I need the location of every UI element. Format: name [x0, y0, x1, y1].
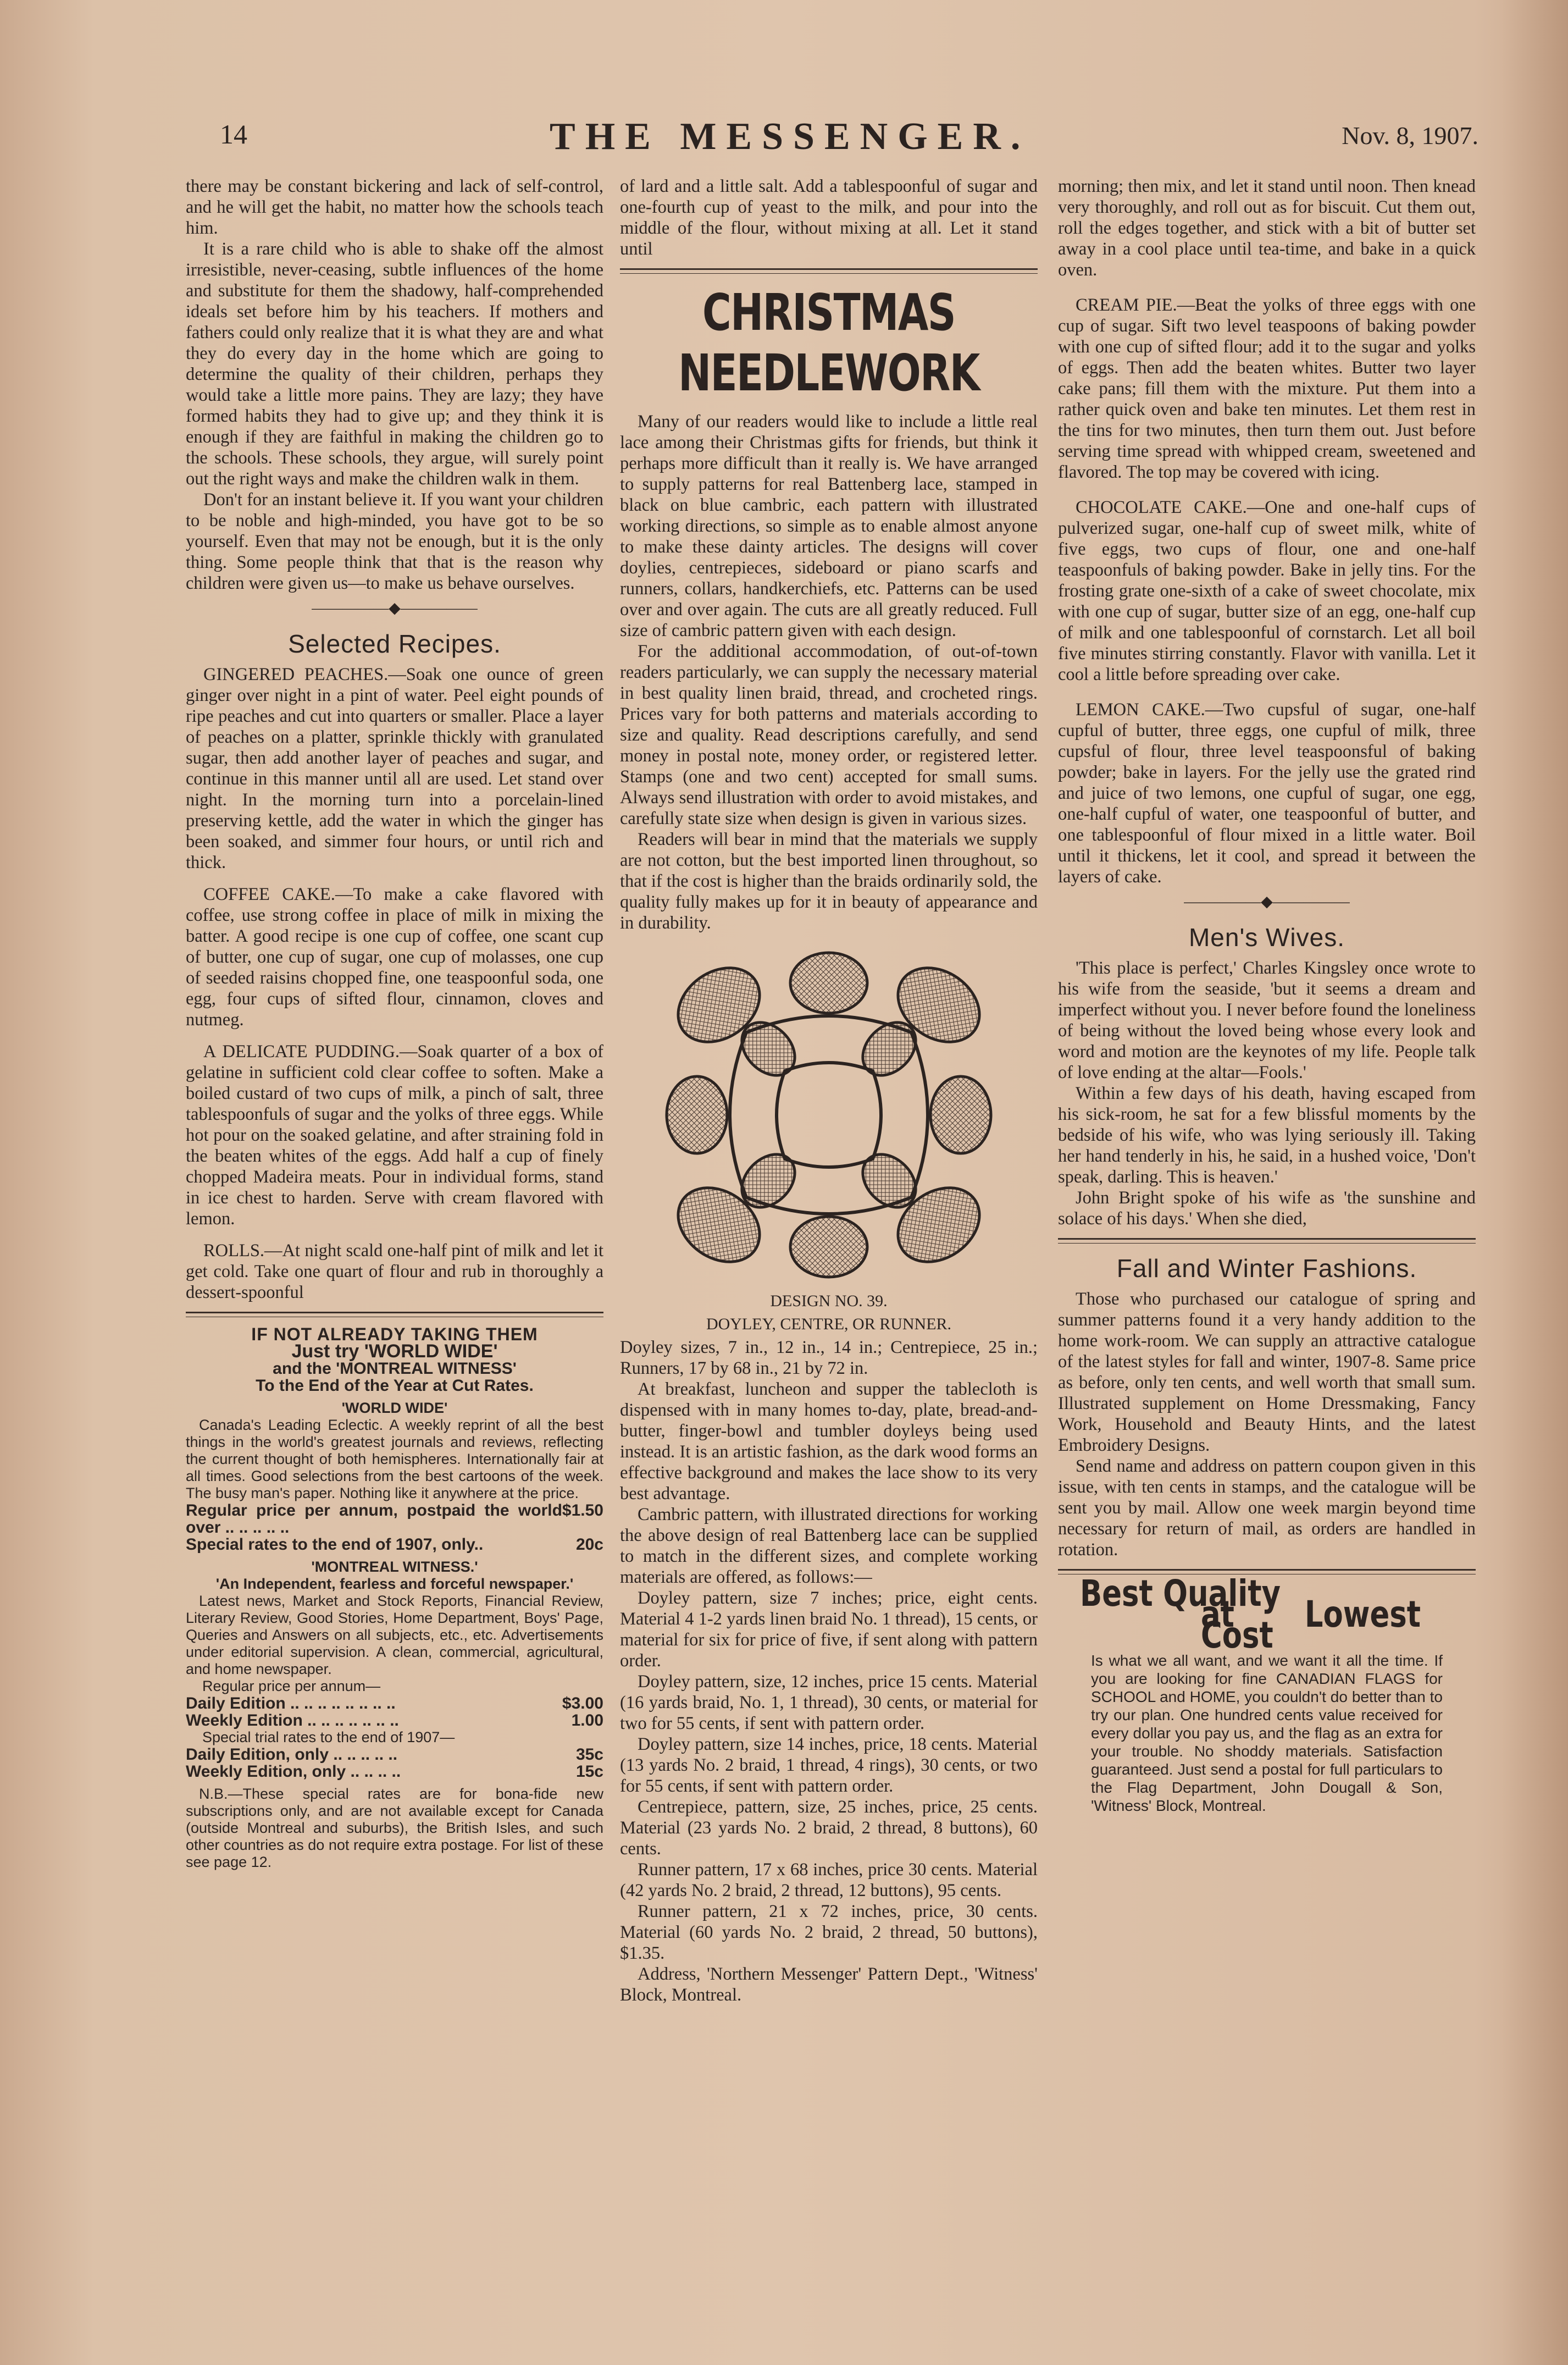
montreal-witness-title: 'MONTREAL WITNESS.'	[311, 1559, 478, 1575]
paragraph: John Bright spoke of his wife as 'the sunshine and solace of his days.' When she died,	[1058, 1188, 1476, 1229]
price-line: Special rates to the end of 1907, only.. 20c	[186, 1535, 603, 1554]
paragraph: Doyley pattern, size 14 inches, price, 18 cents. Material (13 yards No. 2 braid, 1 thread, 4 rings), 30 cents, or two for 55 cents, if sent with pattern order.	[620, 1734, 1038, 1796]
column-2	[620, 176, 1038, 2005]
ornament-divider: —————◆—————	[1184, 893, 1350, 910]
paragraph: Readers will bear in mind that the materials we supply are not cotton, but the best imported linen throughout, so that if the cost is higher than the braids ordinarily sold, the quality fully makes up for it in beauty of appearance and in durability.	[620, 830, 1038, 933]
page-number: 14	[220, 119, 247, 150]
fashions-heading: Fall and Winter Fashions.	[1116, 1254, 1417, 1283]
paragraph: morning; then mix, and let it stand until noon. Then knead very thoroughly, and roll out as for biscuit. Cut them out, roll the edges together, and stick with a bit of butter set away in a cool place until tea-time, and bake in a quick oven.	[1058, 176, 1476, 280]
paragraph: Those who purchased our catalogue of spring and summer patterns found it a very handy addition to the home work-room. We can supply an attractive catalogue of the latest styles for fall and winter, 1907-8. Same price as before, only ten cents, and well worth that small sum. Illustrated supplement on Home Dressmaking, Fancy Work, Household and Beauty Hints, and the latest Embroidery Designs.	[1058, 1289, 1476, 1455]
column-1	[186, 176, 603, 1871]
ad-title-line-1: Best Quality	[1080, 1572, 1281, 1615]
price-line: Regular price per annum, postpaid the world over .. .. .. .. .. $1.50	[186, 1501, 603, 1537]
paragraph: 'This place is perfect,' Charles Kingsley once wrote to his wife from the seaside, 'but it seems a dream and imperfect without you. I never before found the loneliness of being without the loved being whose every look and word and motion are the keynotes of my life. People talk of love ending at the altar—Fools.'	[1058, 958, 1476, 1082]
ornament-divider: —————◆—————	[312, 600, 478, 617]
design-title: DOYLEY, CENTRE, OR RUNNER.	[706, 1315, 952, 1333]
design-caption: DESIGN NO. 39.	[770, 1292, 888, 1310]
ad-heading: IF NOT ALREADY TAKING THEM	[251, 1324, 538, 1344]
paragraph: For the additional accommodation, of out-of-town readers particularly, we can supply the necessary material in best quality linen braid, thread, and crocheted rings. Prices vary for both patterns and materials according to size and quality. Read descriptions carefully, and send money in postal note, money order, or registered letter. Stamps (one and two cent) accepted for small sums. Always send illustration with order to avoid mistakes, and carefully state size when design is given in various sizes.	[620, 642, 1038, 828]
ad-body: Is what we all want, and we want it all the time. If you are looking for fine CANADIAN FLAGS for SCHOOL and HOME, you couldn't do better than to try our plan. One hundred cents value received for every dollar you pay us, and the flag as an extra for your trouble. No shoddy materials. Satisfaction guaranteed. Just send a postal for full particulars to the Flag Department, John Dougall & Son, 'Witness' Block, Montreal.	[1091, 1652, 1443, 1814]
paragraph: Runner pattern, 17 x 68 inches, price 30 cents. Material (42 yards No. 2 braid, 2 thread, 12 buttons), 95 cents.	[620, 1860, 1038, 1900]
price-line: Daily Edition, only .. .. .. .. .. 35c	[186, 1745, 603, 1764]
mens-wives-heading: Men's Wives.	[1188, 923, 1345, 952]
paragraph: Send name and address on pattern coupon given in this issue, with ten cents in stamps, and the catalogue will be sent you by mail. Allow one week margin beyond time necessary for return of mail, as orders are handled in rotation.	[1058, 1456, 1476, 1560]
paragraph: Doyley pattern, size, 12 inches, price 15 cents. Material (16 yards braid, No. 1, 1 thread), 30 cents, or material for two for 55 cents, if sent with pattern order.	[620, 1672, 1038, 1733]
paragraph: Cambric pattern, with illustrated directions for working the above design of real Battenberg lace can be supplied to match in the different sizes, and complete working materials are offered, as follows:—	[620, 1505, 1038, 1587]
paragraph: Within a few days of his death, having escaped from his sick-room, he sat for a few blissful moments by the bedside of his wife, who was lying seriously ill. Taking her hand tenderly in his, he said, in a hushed voice, 'Don't speak, darling. This is heaven.'	[1058, 1084, 1476, 1187]
world-wide-description: Canada's Leading Eclectic. A weekly reprint of all the best things in the world's greatest journals and reviews, reflecting the current thought of both hemispheres. Internationally fair at all times. Good selections from the best cartoons of the week. The busy man's paper. Nothing like it anywhere at the price.	[186, 1417, 603, 1501]
recipe: GINGERED PEACHES.—Soak one ounce of green ginger over night in a pint of water. Peel eight pounds of ripe peaches and cut into quarters or smaller. Place a layer of peaches on a platter, sprinkle thickly with granulated sugar, then add another layer of peaches and sugar, and continue in this manner until all are used. Let stand over night. In the morning turn into a porcelain-lined preserving kettle, add the water in which the ginger has been soaked, and simmer four hours, or until rich and thick.	[186, 665, 603, 872]
paragraph: At breakfast, luncheon and supper the tablecloth is dispensed with in many homes to-day, plate, bread-and-butter, finger-bowl and tumbler doyleys being used instead. It is an artistic fashion, as the dark wood forms an effective background and makes the lace show to its very best advantage.	[620, 1379, 1038, 1504]
paragraph: Don't for an instant believe it. If you want your children to be noble and high-minded, you have got to be so yourself. Even that may not be enough, but it is the only thing. Some people think that that is the reason why children were given us—to make us behave ourselves.	[186, 490, 603, 593]
recipe: ROLLS.—At night scald one-half pint of milk and let it get cold. Take one quart of flour and rub in thoroughly a dessert-spoonful	[186, 1241, 603, 1302]
paragraph: Many of our readers would like to include a little real lace among their Christmas gifts for friends, but think it perhaps more difficult than it really is. We have arranged to supply patterns for real Battenberg lace, stamped in black on blue cambric, each pattern with illustrated working directions, so simple as to enable almost anyone to make these dainty articles. The designs will cover doylies, centrepieces, sideboard or piano scarfs and runners, collars, handkerchiefs, etc. Patterns can be used over and over again. The cuts are all greatly reduced. Full size of cambric pattern given with each design.	[620, 412, 1038, 640]
recipe: CHOCOLATE CAKE.—One and one-half cups of pulverized sugar, one-half cup of sweet milk, white of five eggs, two cups of flour, one and one-half teaspoonfuls of baking powder. Bake in jelly tins. For the frosting grate one-sixth of a cake of sweet chocolate, mix with one cup of sugar, butter size of an egg, one-half cup of milk and one tablespoonful of cornstarch. Let all boil five minutes stirring constantly. Flavor with vanilla. Let it cool a little before spreading over cake.	[1058, 498, 1476, 684]
ad-heading: and the 'MONTREAL WITNESS'	[273, 1360, 517, 1378]
flags-advertisement	[1058, 1572, 1476, 1815]
ad-footnote: N.B.—These special rates are for bona-fide new subscriptions only, and are not available except for Canada (outside Montreal and suburbs), the British Isles, and such other countries as do not require extra postage. For list of these see page 12.	[186, 1786, 603, 1870]
montreal-witness-description: Latest news, Market and Stock Reports, Financial Review, Literary Review, Good Stories, Home Department, Boys' Page, Queries and Answers on all subjects, etc., etc. Advertisements under editorial supervision. A clean, commercial, agricultural, and home newspaper.	[186, 1593, 603, 1677]
christmas-needlework-heading: CHRISTMAS NEEDLEWORK	[678, 283, 979, 402]
recipe: CREAM PIE.—Beat the yolks of three eggs with one cup of sugar. Sift two level teaspoons of baking powder with one cup of sifted flour; add it to the sugar and yolks of eggs. Then add the beaten whites. Butter two layer cake pans; fill them with the mixture. Put them into a rather quick oven and bake ten minutes. Let them rest in the tins for two minutes, then turn them out. Just before serving time spread with whipped cream, sweetened and flavored. The top may be covered with icing.	[1058, 295, 1476, 482]
lace-doyley-illustration	[658, 944, 999, 1285]
paragraph: It is a rare child who is able to shake off the almost irresistible, never-ceasing, subtle influences of the home and substitute for them the shadowy, half-comprehended ideals set before him by his teachers. If mothers and fathers could only realize that it is what they are and what they do every day in the home which are going to determine the quality of their children, perhaps they would take a little more pains. They are lazy; they have formed habits they had to give up; and they think it is enough if they are faithful in making the children go to the schools. These schools, they argue, will surely point out the right ways and make the children walk in them.	[186, 239, 603, 489]
section-rule	[186, 1312, 603, 1317]
price-line: Daily Edition .. .. .. .. .. .. .. .. $3.00	[186, 1694, 603, 1712]
section-rule	[1058, 1238, 1476, 1244]
column-3	[1058, 176, 1476, 1815]
paragraph: Doyley sizes, 7 in., 12 in., 14 in.; Centrepiece, 25 in.; Runners, 17 by 68 in., 21 by 72 in.	[620, 1338, 1038, 1378]
masthead: THE MESSENGER.	[550, 115, 1030, 158]
subscription-advertisement	[186, 1326, 603, 1871]
ad-heading: To the End of the Year at Cut Rates.	[256, 1377, 534, 1395]
price-line: Weekly Edition .. .. .. .. .. .. .. 1.00	[186, 1711, 603, 1729]
page-header	[220, 115, 1478, 162]
recipe: A DELICATE PUDDING.—Soak quarter of a box of gelatine in sufficient cold clear coffee to soften. Make a boiled custard of two cups of milk, a pinch of salt, three tablespoonfuls of sugar and the yolks of three eggs. While hot pour on the soaked gelatine, and after straining fold in the beaten whites of the eggs. Add half a cup of finely chopped Madeira meats. Pour in individual forms, stand in ice chest to harden. Serve with cream flavored with lemon.	[186, 1042, 603, 1229]
page-fold-shadow	[1502, 0, 1568, 2365]
recipe: COFFEE CAKE.—To make a cake flavored with coffee, use strong coffee in place of milk in mixing the batter. A good recipe is one cup of coffee, one scant cup of butter, one cup of sugar, one cup of molasses, one cup of seeded raisins chopped fine, one teaspoonful soda, one egg, four cups of sifted flour, cinnamon, cloves and nutmeg.	[186, 885, 603, 1030]
paragraph: Centrepiece, pattern, size, 25 inches, price, 25 cents. Material (23 yards No. 2 braid, 2 thread, 8 buttons), 60 cents.	[620, 1797, 1038, 1859]
paragraph: of lard and a little salt. Add a tablespoonful of sugar and one-fourth cup of yeast to the milk, and pour into the middle of the flour, without mixing at all. Let it stand until	[620, 176, 1038, 259]
price-heading: Regular price per annum—	[202, 1678, 381, 1694]
lace-pattern-icon	[658, 944, 999, 1285]
recipe: LEMON CAKE.—Two cupsful of sugar, one-half cupful of butter, three eggs, one cupful of milk, three cupsful of flour, three level teaspoonsful of baking powder; bake in layers. For the jelly use the grated rind and juice of two lemons, one cupful of sugar, one egg, one-half cupful of water, one teaspoonful of butter, and one tablespoonful of flour mixed in a little water. Boil until it thickens, let it cool, and spread it between the layers of cake.	[1058, 700, 1476, 887]
paragraph: Address, 'Northern Messenger' Pattern Dept., 'Witness' Block, Montreal.	[620, 1964, 1038, 2005]
issue-date: Nov. 8, 1907.	[1342, 121, 1478, 150]
price-line: Weekly Edition, only .. .. .. .. 15c	[186, 1762, 603, 1781]
price-heading: Special trial rates to the end of 1907—	[202, 1729, 455, 1745]
recipes-heading: Selected Recipes.	[288, 629, 501, 658]
montreal-witness-subtitle: 'An Independent, fearless and forceful newspaper.'	[215, 1576, 574, 1592]
ad-heading: Just try 'WORLD WIDE'	[291, 1341, 498, 1362]
paragraph: Runner pattern, 21 x 72 inches, price, 30 cents. Material (60 yards No. 2 braid, 2 thread, 50 buttons), $1.35.	[620, 1902, 1038, 1963]
section-rule	[620, 268, 1038, 274]
paragraph: there may be constant bickering and lack of self-control, and he will get the habit, no matter how the schools teach him.	[186, 176, 603, 238]
ad-title-line-2: at Lowest Cost	[1201, 1593, 1421, 1656]
world-wide-title: 'WORLD WIDE'	[341, 1400, 448, 1416]
paragraph: Doyley pattern, size 7 inches; price, eight cents. Material 4 1-2 yards linen braid No. 1 thread), 15 cents, or material for six for price of five, if sent along with pattern order.	[620, 1588, 1038, 1671]
